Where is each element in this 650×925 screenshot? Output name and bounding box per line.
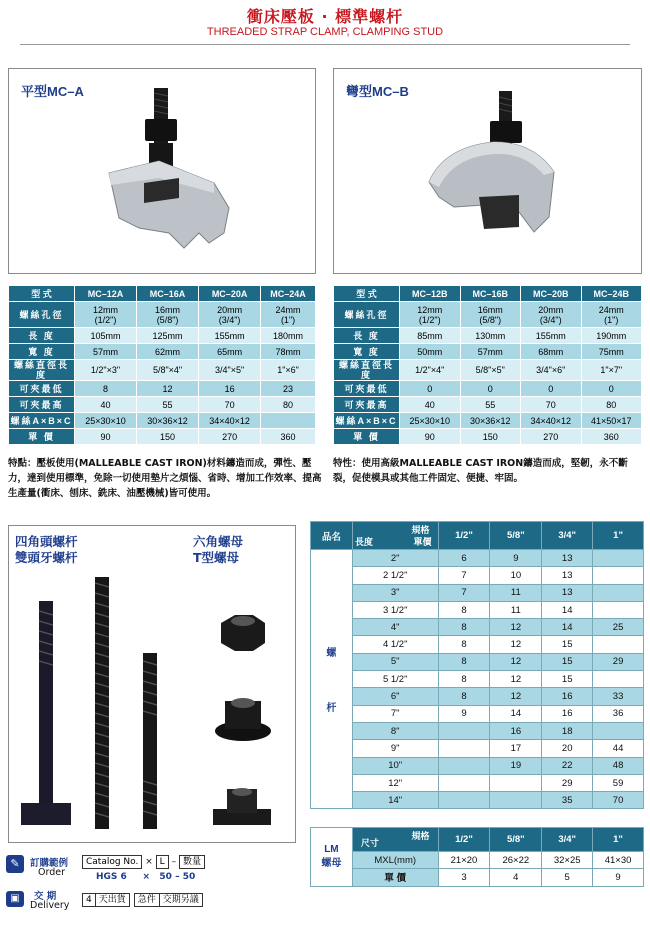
spec-b-cell: MC–20B [521,286,582,302]
spec-b-cell: MC–12B [400,286,461,302]
panel-b-label: 彎型MC–B [346,84,409,99]
grid-price [490,774,542,791]
grid-price: 9 [490,550,542,567]
spec-b-cell: 1"×7" [581,360,642,381]
grid-row [311,792,644,809]
grid-price [593,636,644,653]
grid-row [311,671,644,688]
order-label-zh: 訂購範例 [30,858,69,869]
grid-price: 8 [438,619,490,636]
spec-b-row-label: 型 式 [334,286,400,302]
grid-price: 29 [542,774,593,791]
spec-a-cell: MC–24A [261,286,316,302]
spec-a-cell: 20mm (3/4") [199,302,261,328]
spec-a-cell: 1"×6" [261,360,316,381]
spec-b-row-label: 螺絲直徑長度 [334,360,400,381]
spec-b-cell: 55 [460,397,521,413]
delivery-icon: ▣ [6,891,24,907]
lm-nut-table [310,827,644,887]
grid-price [593,601,644,618]
grid-price: 15 [542,671,593,688]
spec-b-cell: 130mm [460,328,521,344]
grid-price: 35 [542,792,593,809]
spec-b-cell: 1/2"×4" [400,360,461,381]
spec-b-row [334,286,642,302]
features-a-label: 特點： [8,458,37,469]
grid-price: 9 [438,705,490,722]
grid-price: 15 [542,636,593,653]
stud-price-table [310,521,644,809]
spec-a-row-label: 螺絲直徑長度 [9,360,75,381]
features-a-text: 壓板使用(MALLEABLE CAST IRON)材料鑄造而成，彈性、壓力，達到使用標準，免除一切使用墊片之煩惱、省時、增加工作效率、提高生產量(衝床、刨床、銑床、油壓機械)皆可使用。 [8,458,322,499]
flat-clamp-image [99,83,239,263]
lm-col-3: 1" [593,828,644,852]
grid-row [311,567,644,584]
grid-price [490,792,542,809]
spec-a-cell: 12 [137,381,199,397]
grid-price: 36 [593,705,644,722]
grid-price: 8 [438,671,490,688]
panel-a-label: 平型MC–A [21,84,84,99]
spec-b-row-label: 可夾最高 [334,397,400,413]
grid-length: 8" [352,722,438,739]
lm-header-spec: 規格 尺寸 [352,828,438,852]
delivery-days: 4 [82,893,95,907]
delivery-urgent: 急件 [134,893,159,907]
grid-price: 33 [593,688,644,705]
bent-clamp-image [424,87,564,262]
grid-price: 16 [542,705,593,722]
spec-a-cell: 80 [261,397,316,413]
spec-b-cell: 5/8"×5" [460,360,521,381]
spec-b-cell: 150 [460,429,521,445]
grid-length: 3" [352,584,438,601]
spec-a-row [9,413,316,429]
spec-b-cell: 360 [581,429,642,445]
grid-price [593,722,644,739]
spec-a-row-label: 單 價 [9,429,75,445]
spec-b-cell: 0 [400,381,461,397]
spec-b-cell: 190mm [581,328,642,344]
lm-side-label: LM 螺母 [311,828,353,887]
grid-price: 6 [438,550,490,567]
grid-header-row [311,522,644,550]
spec-b-cell: 16mm (5/8") [460,302,521,328]
lm-price-1: 4 [490,869,542,886]
spec-a-row-label: 螺絲孔徑 [9,302,75,328]
lm-mxl-1: 26×22 [490,852,542,869]
spec-a-row [9,328,316,344]
spec-a-cell: 65mm [199,344,261,360]
spec-b-cell: 85mm [400,328,461,344]
spec-a-row-label: 長 度 [9,328,75,344]
grid-length: 2 1/2" [352,567,438,584]
spec-b-row-label: 單 價 [334,429,400,445]
title-divider [20,44,630,45]
order-section [4,853,304,921]
grid-price: 8 [438,601,490,618]
hex-nut-icon [221,615,265,651]
order-example-values: HGS 6 × 50 – 50 [96,872,196,882]
spec-b-cell: 70 [521,397,582,413]
spec-a-row-label: 寬 度 [9,344,75,360]
order-example: Catalog No. × L – 數量 [82,855,205,869]
spec-a-cell: 180mm [261,328,316,344]
grid-price: 13 [542,550,593,567]
page-subtitle: THREADED STRAP CLAMP, CLAMPING STUD [206,26,444,38]
grid-price [438,722,490,739]
spec-b-cell: MC–24B [581,286,642,302]
spec-b-cell: 270 [521,429,582,445]
grid-length: 5 1/2" [352,671,438,688]
spec-table-mc-b [333,285,642,445]
spec-b-cell: 90 [400,429,461,445]
spec-b-cell: 34×40×12 [521,413,582,429]
spec-a-cell: 155mm [199,328,261,344]
grid-price: 16 [490,722,542,739]
spec-b-cell: 25×30×10 [400,413,461,429]
spec-a-cell: 30×36×12 [137,413,199,429]
grid-header-name: 品名 [311,522,353,550]
double-stud-icon [95,577,157,829]
grid-length: 2" [352,550,438,567]
page-title: 衝床壓板 · 標準螺杆 [246,7,404,26]
grid-price: 20 [542,740,593,757]
spec-a-row [9,360,316,381]
studs-label-hexnut: 六角螺母 [193,534,244,549]
spec-b-cell: 41×50×17 [581,413,642,429]
grid-row [311,705,644,722]
studs-label-double: 雙頭牙螺杆 [15,550,78,565]
grid-price [593,550,644,567]
grid-price: 44 [593,740,644,757]
spec-a-row [9,381,316,397]
spec-b-row [334,429,642,445]
spec-a-row [9,286,316,302]
spec-b-cell: 75mm [581,344,642,360]
grid-length: 5" [352,653,438,670]
delivery-label-en: Delivery [30,900,70,911]
spec-a-row [9,429,316,445]
grid-price [438,792,490,809]
grid-price: 13 [542,567,593,584]
grid-length: 3 1/2" [352,601,438,618]
grid-row [311,653,644,670]
spec-b-row [334,302,642,328]
grid-row [311,774,644,791]
grid-price [438,774,490,791]
spec-a-row [9,397,316,413]
lm-price-3: 9 [593,869,644,886]
grid-length: 4 1/2" [352,636,438,653]
grid-price: 16 [542,688,593,705]
lm-mxl-label: MXL(mm) [352,852,438,869]
lm-col-1: 5/8" [490,828,542,852]
grid-price: 12 [490,636,542,653]
qty-box: 數量 [179,855,205,869]
spec-a-cell: 150 [137,429,199,445]
grid-row [311,636,644,653]
spec-b-row-label: 螺絲孔徑 [334,302,400,328]
grid-price: 8 [438,636,490,653]
photo-panel-mc-a [8,68,316,274]
grid-price: 14 [542,619,593,636]
grid-row [311,601,644,618]
grid-row [311,688,644,705]
spec-a-cell: 78mm [261,344,316,360]
grid-length: 4" [352,619,438,636]
grid-price: 10 [490,567,542,584]
studs-photo-panel [8,525,296,843]
grid-price: 13 [542,584,593,601]
order-icon: ✎ [6,855,24,873]
grid-row [311,757,644,774]
spec-table-mc-a [8,285,316,445]
grid-price: 15 [542,653,593,670]
delivery-label-zh: 交 期 [34,891,57,902]
spec-a-cell: 16mm (5/8") [137,302,199,328]
spec-a-cell: MC–16A [137,286,199,302]
spec-b-row [334,381,642,397]
spec-a-cell: 23 [261,381,316,397]
grid-price: 8 [438,653,490,670]
spec-a-cell [261,413,316,429]
spec-a-cell: 62mm [137,344,199,360]
spec-a-cell: 34×40×12 [199,413,261,429]
grid-price [593,584,644,601]
grid-price [438,740,490,757]
grid-col-header: 1" [593,522,644,550]
spec-b-row [334,344,642,360]
spec-b-row-label: 可夾最低 [334,381,400,397]
spec-b-cell: 0 [521,381,582,397]
spec-b-row [334,360,642,381]
spec-a-cell: 270 [199,429,261,445]
spec-b-cell: 0 [581,381,642,397]
grid-length: 14" [352,792,438,809]
grid-price: 25 [593,619,644,636]
spec-a-row-label: 可夾最低 [9,381,75,397]
grid-price: 19 [490,757,542,774]
grid-price: 14 [490,705,542,722]
grid-price: 70 [593,792,644,809]
spec-b-row [334,328,642,344]
spec-a-row [9,302,316,328]
grid-price: 11 [490,601,542,618]
spec-a-row-label: 可夾最高 [9,397,75,413]
spec-a-cell: 55 [137,397,199,413]
spec-a-cell: 90 [75,429,137,445]
spec-b-cell: 12mm (1/2") [400,302,461,328]
grid-price: 12 [490,619,542,636]
spec-a-row [9,344,316,360]
studs-label-square: 四角頭螺杆 [15,534,78,549]
spec-b-cell: 57mm [460,344,521,360]
spec-b-cell: MC–16B [460,286,521,302]
grid-row [311,550,644,567]
grid-price [438,757,490,774]
grid-row [311,584,644,601]
delivery-ship: 天出貨 [95,893,130,907]
grid-price: 59 [593,774,644,791]
spec-a-cell: 70 [199,397,261,413]
grid-row [311,740,644,757]
features-b-text: 使用高級MALLEABLE CAST IRON鑄造而成，堅韌，永不斷裂，促使模具或其他工件固定、便捷、牢固。 [333,458,628,484]
grid-price: 18 [542,722,593,739]
spec-a-cell: 25×30×10 [75,413,137,429]
spec-a-cell: 125mm [137,328,199,344]
grid-price: 7 [438,584,490,601]
grid-price: 14 [542,601,593,618]
studs-image [9,571,297,841]
lm-mxl-0: 21×20 [438,852,490,869]
grid-col-header: 5/8" [490,522,542,550]
delivery-boxes [82,893,203,907]
spec-a-cell: 3/4"×5" [199,360,261,381]
lm-mxl-2: 32×25 [542,852,593,869]
spec-a-cell: MC–12A [75,286,137,302]
spec-b-cell: 0 [460,381,521,397]
spec-b-cell: 155mm [521,328,582,344]
spec-b-cell: 20mm (3/4") [521,302,582,328]
spec-a-cell: 24mm (1") [261,302,316,328]
grid-price: 48 [593,757,644,774]
spec-a-cell: 12mm (1/2") [75,302,137,328]
spec-a-cell: 105mm [75,328,137,344]
grid-length: 10" [352,757,438,774]
t-nut-icon [213,788,271,825]
grid-price [593,567,644,584]
grid-length: 9" [352,740,438,757]
l-box: L [156,855,169,869]
spec-b-cell: 80 [581,397,642,413]
grid-price: 12 [490,688,542,705]
spec-b-row [334,413,642,429]
spec-a-cell: 16 [199,381,261,397]
spec-b-cell: 30×36×12 [460,413,521,429]
grid-length: 12" [352,774,438,791]
spec-a-cell: MC–20A [199,286,261,302]
spec-a-cell: 360 [261,429,316,445]
spec-b-cell: 3/4"×6" [521,360,582,381]
studs-label-tnut: T型螺母 [193,550,240,565]
spec-a-cell: 57mm [75,344,137,360]
spec-a-cell: 8 [75,381,137,397]
features-b [333,456,645,486]
grid-header-spec: 規格 長度 單價 [352,522,438,550]
lm-col-2: 3/4" [542,828,593,852]
flange-nut-icon [215,698,271,741]
spec-b-row-label: 寬 度 [334,344,400,360]
spec-b-cell: 24mm (1") [581,302,642,328]
photo-panel-mc-b [333,68,642,274]
spec-b-row [334,397,642,413]
spec-b-cell: 40 [400,397,461,413]
delivery-separate: 交期另議 [159,893,203,907]
grid-price: 12 [490,671,542,688]
grid-side-label: 螺 杆 [311,550,353,809]
spec-a-cell: 5/8"×4" [137,360,199,381]
spec-b-cell: 50mm [400,344,461,360]
catalog-box: Catalog No. [82,855,142,869]
spec-a-cell: 40 [75,397,137,413]
grid-price: 12 [490,653,542,670]
grid-price: 17 [490,740,542,757]
grid-length: 7" [352,705,438,722]
grid-row [311,722,644,739]
spec-b-cell: 68mm [521,344,582,360]
grid-price: 11 [490,584,542,601]
lm-price-label: 單 價 [352,869,438,886]
lm-col-0: 1/2" [438,828,490,852]
features-b-label: 特性： [333,458,362,469]
square-head-stud-icon [21,601,71,825]
grid-price [593,671,644,688]
grid-col-header: 3/4" [542,522,593,550]
grid-col-header: 1/2" [438,522,490,550]
order-label-en: Order [38,867,65,878]
grid-price: 7 [438,567,490,584]
spec-a-row-label: 型 式 [9,286,75,302]
spec-a-row-label: 螺絲A×B×C [9,413,75,429]
spec-b-row-label: 長 度 [334,328,400,344]
grid-row [311,619,644,636]
grid-price: 22 [542,757,593,774]
lm-price-2: 5 [542,869,593,886]
lm-price-0: 3 [438,869,490,886]
grid-price: 8 [438,688,490,705]
features-a [8,456,324,501]
spec-a-cell: 1/2"×3" [75,360,137,381]
lm-mxl-3: 41×30 [593,852,644,869]
spec-b-row-label: 螺絲A×B×C [334,413,400,429]
grid-price: 29 [593,653,644,670]
grid-length: 6" [352,688,438,705]
